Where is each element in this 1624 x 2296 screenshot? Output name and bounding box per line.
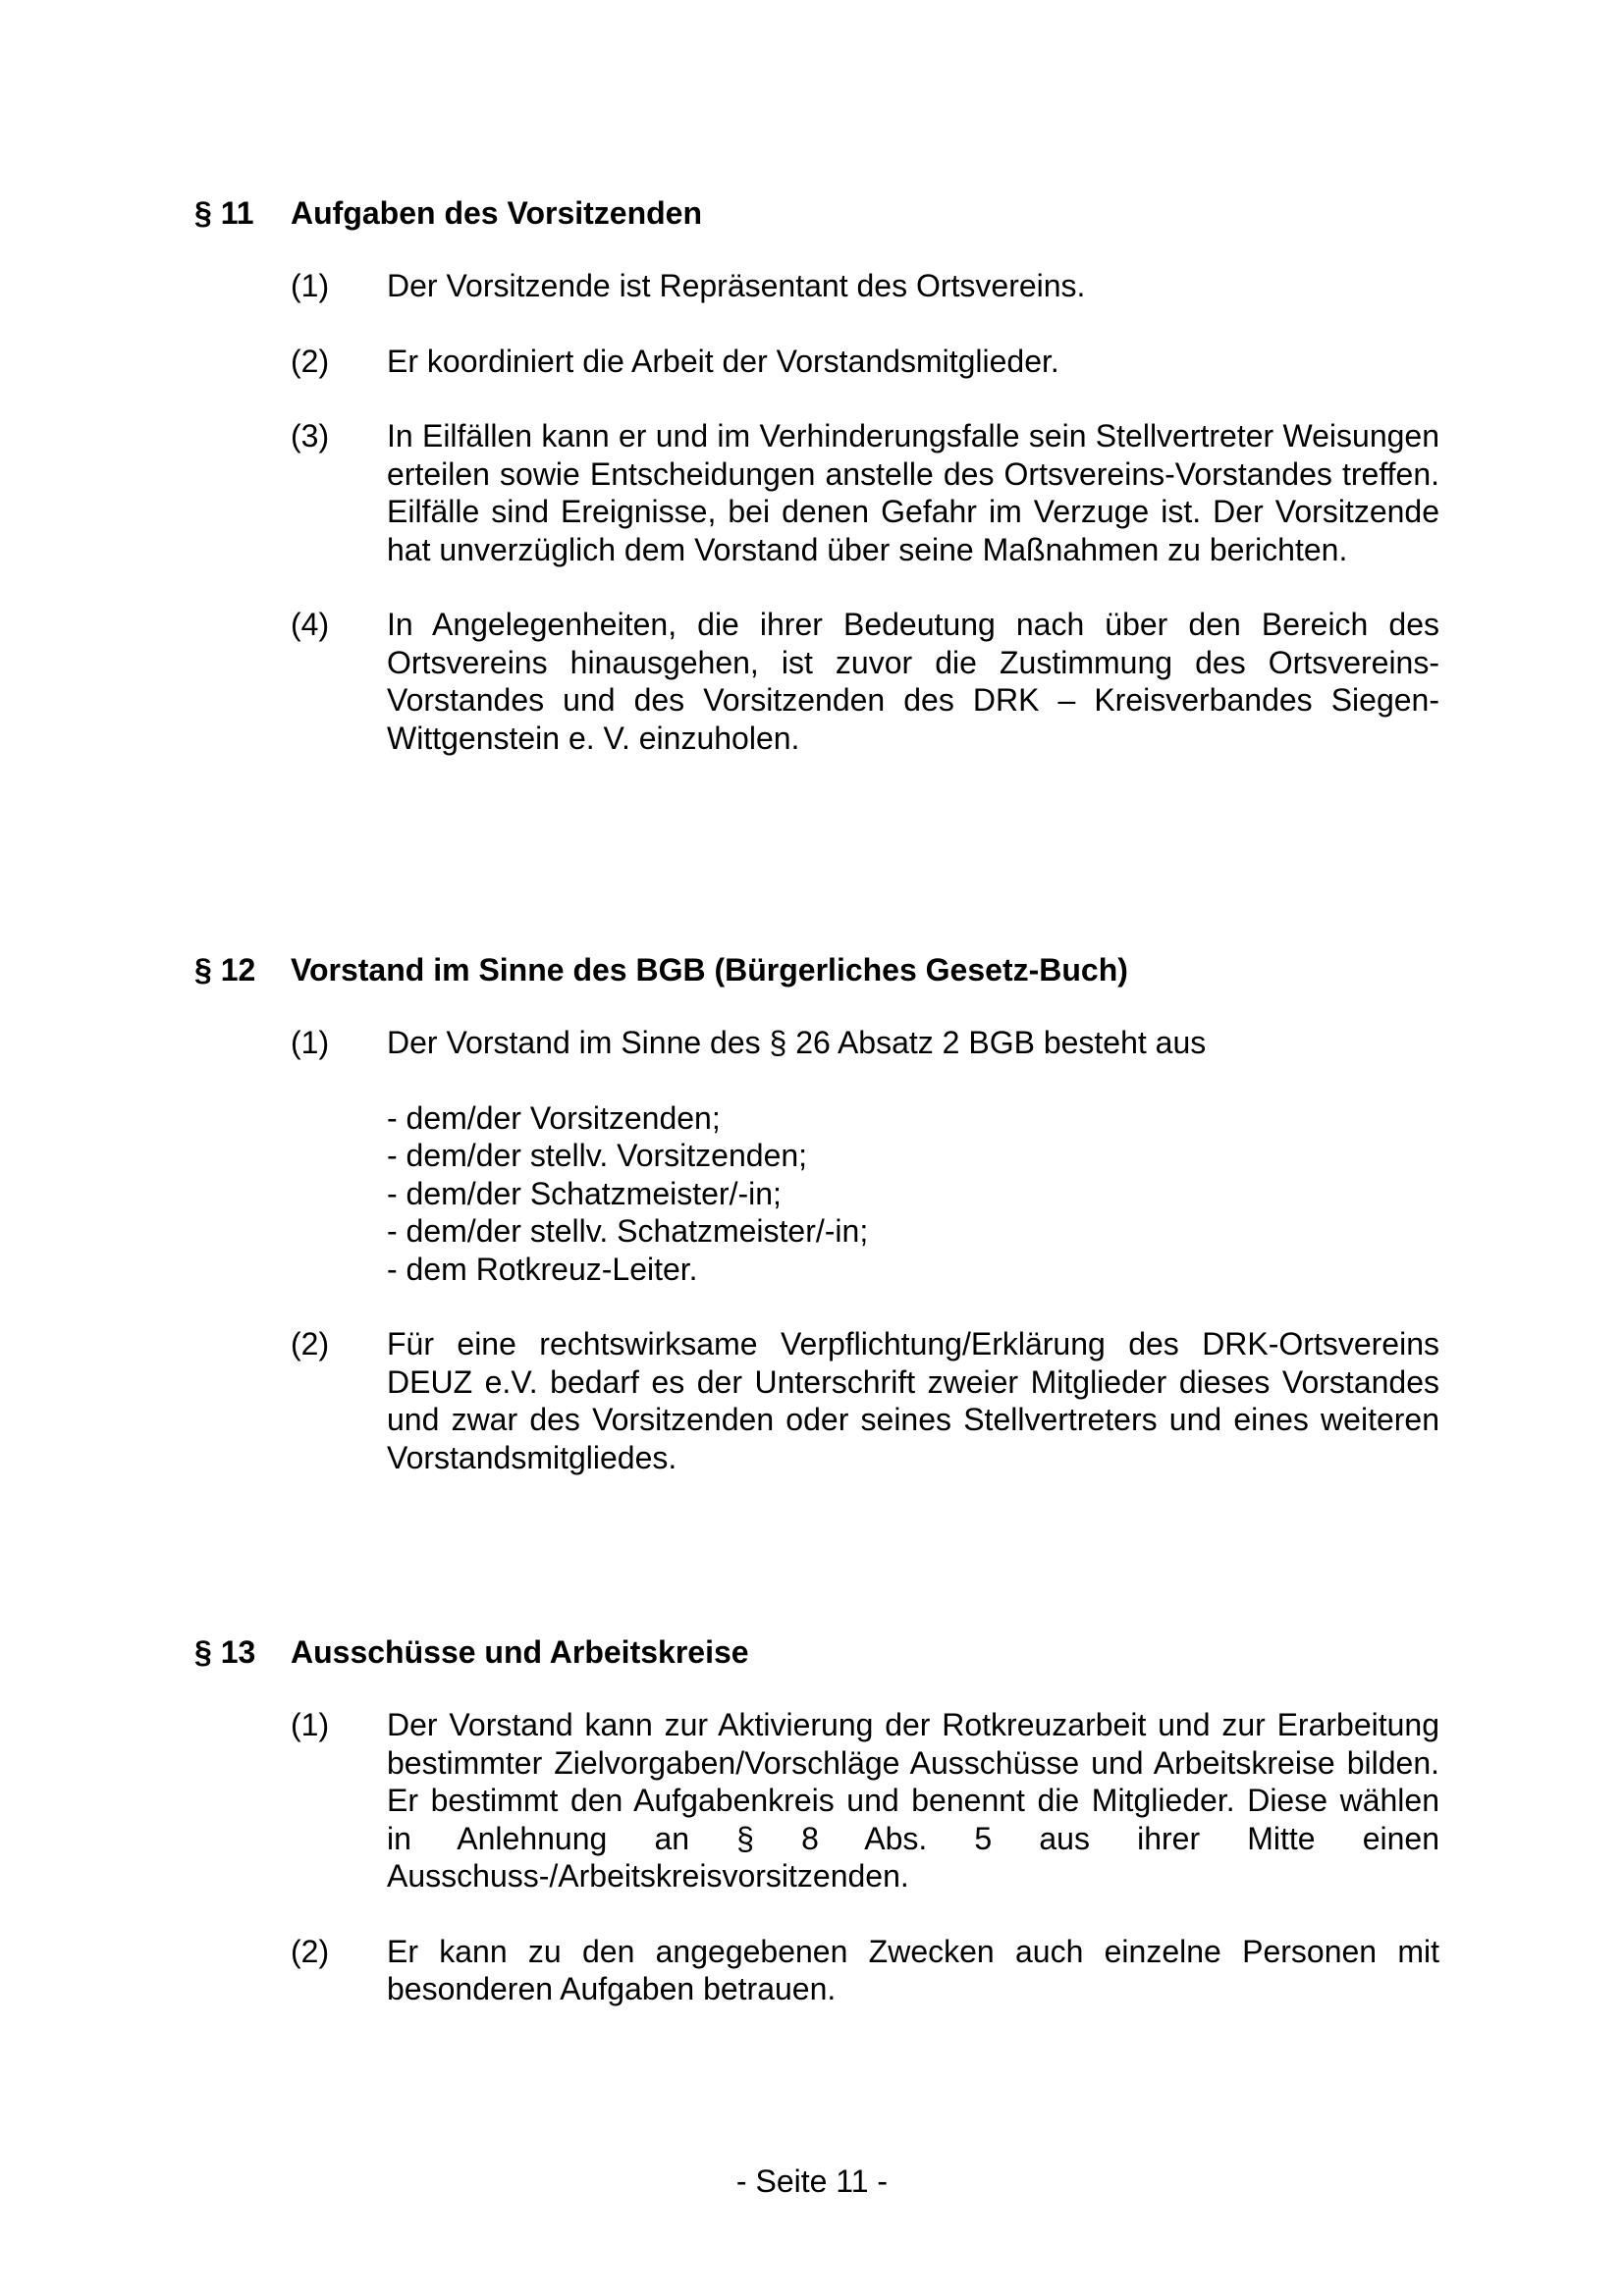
paragraph-item	[291, 1933, 1441, 2008]
paragraph-item	[291, 343, 1441, 381]
section-title: Vorstand im Sinne des BGB (Bürgerliches Gesetz-Buch)	[291, 952, 1128, 988]
paragraph-number: (2)	[291, 1326, 330, 1362]
section-13	[194, 1633, 1441, 2008]
paragraph-text: Der Vorstand kann zur Aktivierung der Rotkreuzarbeit und zur Erarbeitung bestimmter Zielvorgaben/Vorschläge Ausschüsse und Arbeitskreise bilden. Er bestimmt den Aufgabenkreis und benennt die Mitglieder. Diese wählen in Anlehnung an § 8 Abs. 5 aus ihrer Mitte einen Ausschuss-/Arbeitskreisvorsitzenden.	[387, 1707, 1439, 1894]
paragraph-text: Der Vorsitzende ist Repräsentant des Ortsvereins.	[387, 268, 1086, 303]
paragraph-number: (1)	[291, 268, 330, 303]
section-heading	[194, 194, 1441, 232]
list-item: - dem/der Schatzmeister/-in;	[387, 1175, 782, 1211]
paragraph-text: In Angelegenheiten, die ihrer Bedeutung nach über den Bereich des Ortsvereins hinausgehen, ist zuvor die Zustimmung des Ortsvereins-Vorstandes und des Vorsitzenden des DRK – Kreisverbandes Siegen-Wittgenstein e. V. einzuholen.	[387, 607, 1439, 756]
paragraph-number: (1)	[291, 1707, 330, 1742]
paragraph-item	[291, 267, 1441, 305]
paragraph-item	[291, 1706, 1441, 1896]
paragraph-number: (4)	[291, 607, 330, 642]
paragraph-text: Er koordiniert die Arbeit der Vorstandsmitglieder.	[387, 343, 1059, 379]
section-items	[291, 1706, 1441, 2008]
section-number: § 11	[194, 195, 254, 231]
board-member-list	[387, 1099, 1439, 1289]
paragraph-number: (2)	[291, 343, 330, 379]
paragraph-item	[291, 1024, 1441, 1288]
paragraph-number: (1)	[291, 1025, 330, 1060]
section-number: § 13	[194, 1634, 256, 1670]
paragraph-text: Er kann zu den angegebenen Zwecken auch einzelne Personen mit besonderen Aufgaben betrauen.	[387, 1933, 1439, 2006]
list-item: - dem/der stellv. Schatzmeister/-in;	[387, 1213, 869, 1249]
paragraph-item	[291, 606, 1441, 757]
section-12	[194, 951, 1441, 1476]
paragraph-text: In Eilfällen kann er und im Verhinderungsfalle sein Stellvertreter Weisungen erteilen sowie Entscheidungen anstelle des Ortsvereins-Vorstandes treffen. Eilfälle sind Ereignisse, bei denen Gefahr im Verzuge ist. Der Vorsitzende hat unverzüglich dem Vorstand über seine Maßnahmen zu berichten.	[387, 418, 1439, 567]
paragraph-text: Für eine rechtswirksame Verpflichtung/Erklärung des DRK-Ortsvereins DEUZ e.V. bedarf es der Unterschrift zweier Mitglieder dieses Vorstandes und zwar des Vorsitzenden oder seines Stellvertreters und eines weiteren Vorstandsmitgliedes.	[387, 1326, 1439, 1475]
paragraph-item	[291, 1325, 1441, 1476]
section-title: Aufgaben des Vorsitzenden	[291, 195, 703, 231]
section-heading	[194, 951, 1441, 988]
list-item: - dem/der Vorsitzenden;	[387, 1099, 721, 1136]
section-items	[291, 267, 1441, 757]
section-11	[194, 194, 1441, 757]
page-number-footer: - Seite 11 -	[735, 2163, 889, 2199]
section-heading	[194, 1633, 1441, 1671]
section-title: Ausschüsse und Arbeitskreise	[291, 1634, 749, 1670]
paragraph-text: Der Vorstand im Sinne des § 26 Absatz 2 BGB besteht aus	[387, 1025, 1207, 1060]
section-number: § 12	[194, 952, 256, 988]
paragraph-item	[291, 417, 1441, 568]
paragraph-number: (3)	[291, 418, 330, 454]
paragraph-number: (2)	[291, 1933, 330, 1969]
section-items	[291, 1024, 1441, 1476]
list-item: - dem Rotkreuz-Leiter.	[387, 1251, 698, 1287]
list-item: - dem/der stellv. Vorsitzenden;	[387, 1138, 808, 1173]
